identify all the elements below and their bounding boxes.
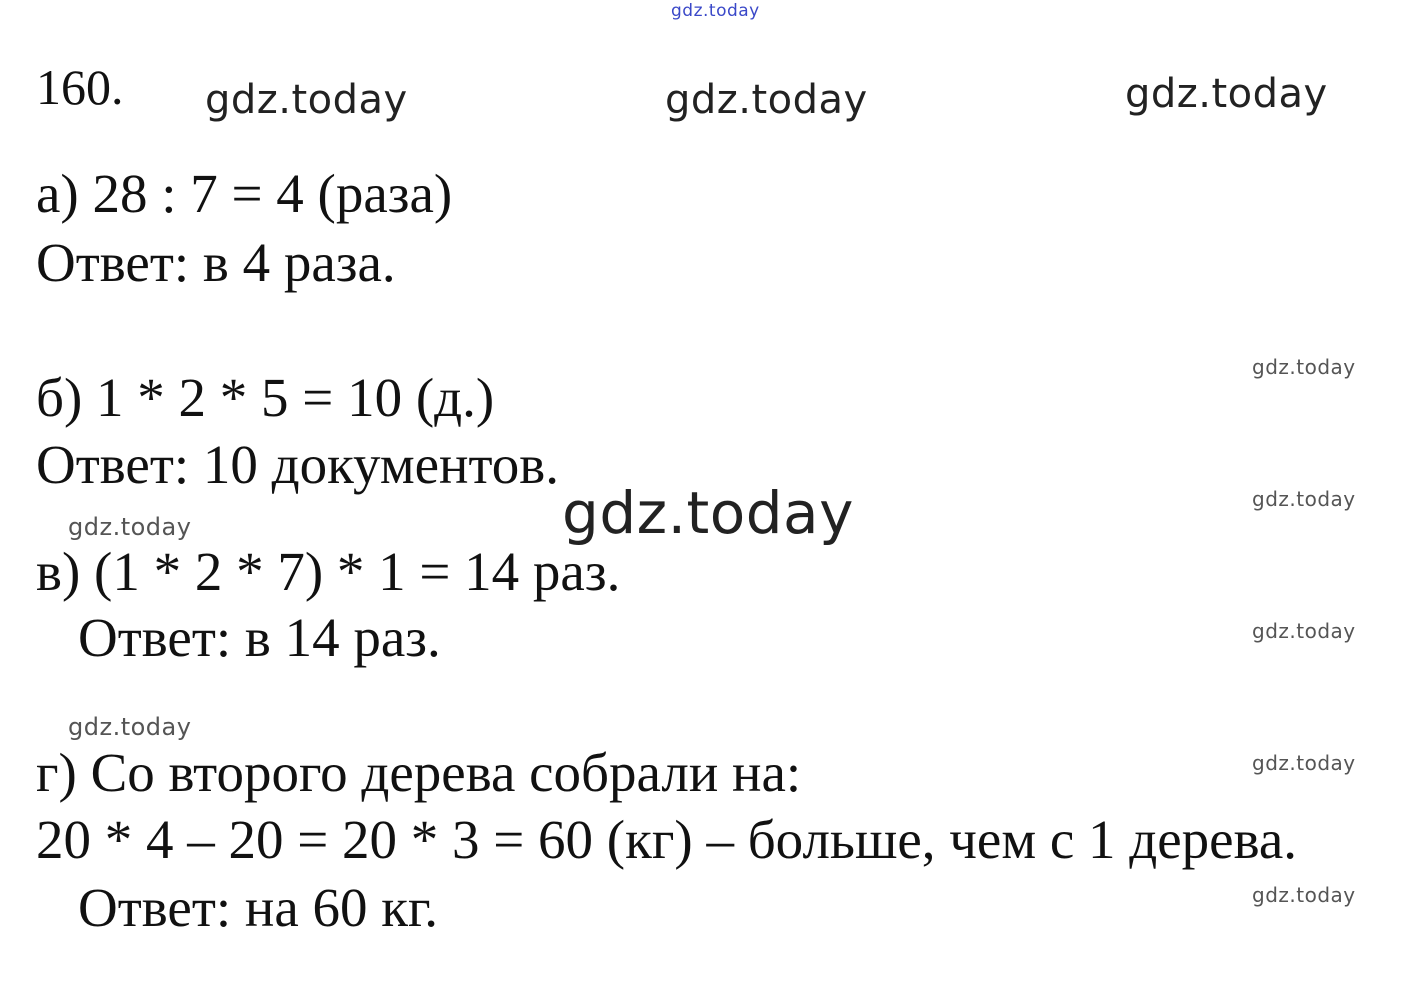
part-g-answer: Ответ: на 60 кг. [78,877,439,938]
watermark-right-1: gdz.today [1252,355,1356,379]
part-a-answer: Ответ: в 4 раза. [36,232,396,293]
watermark-right-5: gdz.today [1252,883,1356,907]
part-v-equation: в) (1 * 2 * 7) * 1 = 14 раз. [36,541,621,602]
watermark-top: gdz.today [671,1,760,21]
watermark-header-1: gdz.today [205,77,408,123]
watermark-left-1: gdz.today [68,513,192,541]
part-a-equation: а) 28 : 7 = 4 (раза) [36,163,453,224]
watermark-center: gdz.today [562,479,854,547]
watermark-right-2: gdz.today [1252,487,1356,511]
part-b-equation: б) 1 * 2 * 5 = 10 (д.) [36,367,495,428]
watermark-right-3: gdz.today [1252,619,1356,643]
problem-number: 160. [36,59,124,115]
part-v-answer: Ответ: в 14 раз. [78,607,441,668]
watermark-right-4: gdz.today [1252,751,1356,775]
part-g-equation: 20 * 4 – 20 = 20 * 3 = 60 (кг) – больше, чем с 1 дерева. [36,809,1297,870]
part-b-answer: Ответ: 10 документов. [36,434,560,495]
watermark-left-2: gdz.today [68,713,192,741]
watermark-header-3: gdz.today [1125,71,1328,117]
watermark-header-2: gdz.today [665,77,868,123]
part-g-text: г) Со второго дерева собрали на: [36,742,802,803]
